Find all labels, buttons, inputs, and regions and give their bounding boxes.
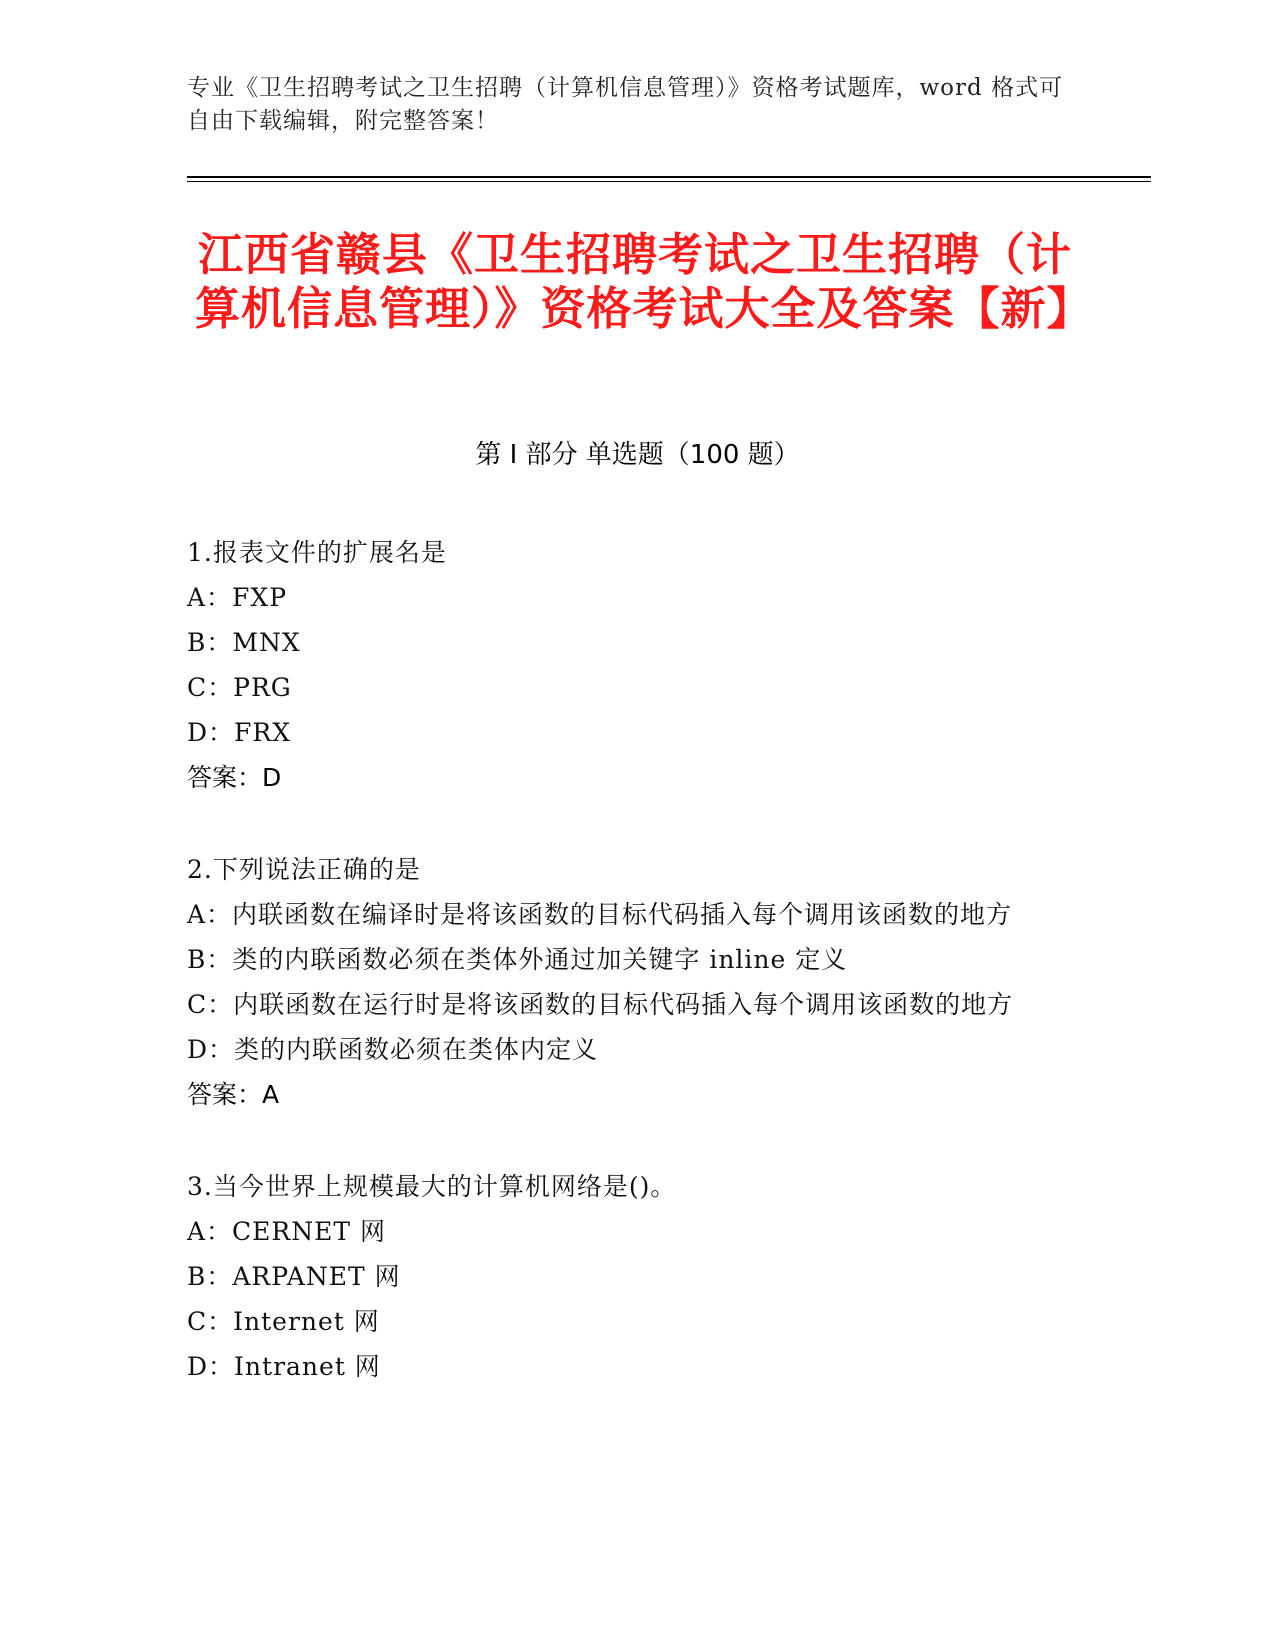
option-c: C：内联函数在运行时是将该函数的目标代码插入每个调用该函数的地方 bbox=[187, 990, 1014, 1019]
header-rule-thin bbox=[187, 181, 1151, 182]
question-list bbox=[187, 530, 1067, 1436]
question-2 bbox=[187, 847, 1067, 1117]
question-stem: 3.当今世界上规模最大的计算机网络是()。 bbox=[187, 1172, 677, 1201]
option-b: B：MNX bbox=[187, 628, 301, 657]
option-d: D：Intranet 网 bbox=[187, 1352, 381, 1381]
question-stem: 1.报表文件的扩展名是 bbox=[187, 538, 447, 567]
question-stem: 2.下列说法正确的是 bbox=[187, 855, 421, 884]
header-note: 专业《卫生招聘考试之卫生招聘（计算机信息管理）》资格考试题库，word 格式可自由下载编辑，附完整答案！ bbox=[187, 75, 1064, 134]
option-a: A：内联函数在编译时是将该函数的目标代码插入每个调用该函数的地方 bbox=[187, 900, 1013, 929]
document-title: 江西省赣县《卫生招聘考试之卫生招聘（计算机信息管理）》资格考试大全及答案【新】 bbox=[195, 228, 1093, 335]
option-d: D：类的内联函数必须在类体内定义 bbox=[187, 1035, 599, 1064]
header-rule-thick bbox=[187, 176, 1151, 178]
section-title: 第 I 部分 单选题（100 题） bbox=[475, 440, 800, 470]
option-c: C：Internet 网 bbox=[187, 1307, 380, 1336]
option-a: A：CERNET 网 bbox=[187, 1217, 387, 1246]
question-3 bbox=[187, 1164, 1067, 1389]
answer-label: 答案：D bbox=[187, 763, 282, 792]
option-c: C：PRG bbox=[187, 673, 292, 702]
answer-label: 答案：A bbox=[187, 1080, 280, 1109]
question-1 bbox=[187, 530, 1067, 800]
option-b: B：类的内联函数必须在类体外通过加关键字 inline 定义 bbox=[187, 945, 848, 974]
option-a: A：FXP bbox=[187, 583, 288, 612]
option-d: D：FRX bbox=[187, 718, 292, 747]
option-b: B：ARPANET 网 bbox=[187, 1262, 401, 1291]
